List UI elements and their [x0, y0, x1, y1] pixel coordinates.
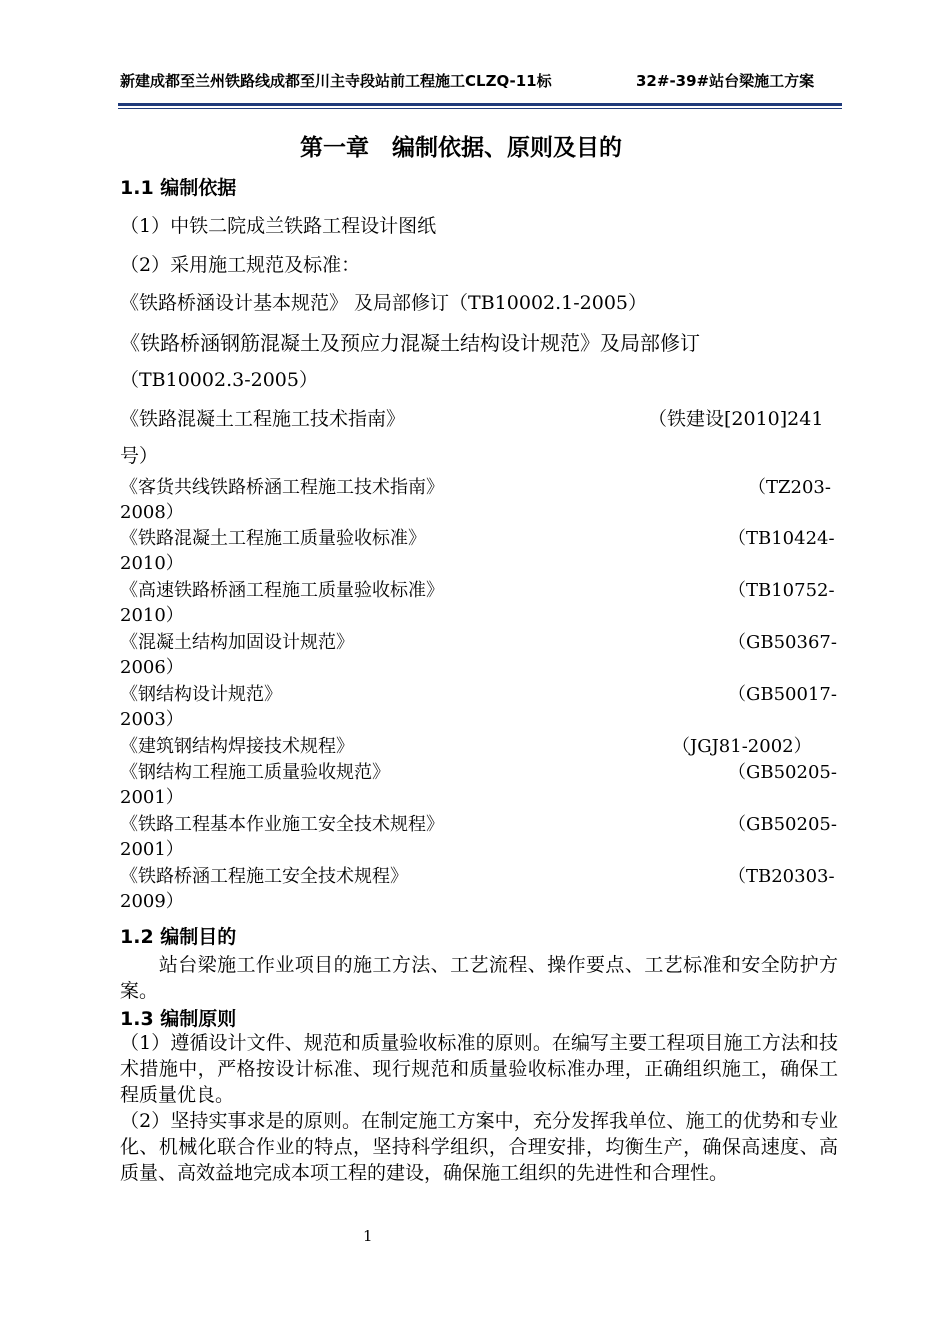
standard-11-code: （GB50205- [728, 814, 837, 835]
standard-6: 《高速铁路桥涵工程施工质量验收标准》 [120, 580, 444, 601]
standard-6-code: （TB10752- [728, 580, 835, 601]
standard-7-code: （GB50367- [728, 632, 837, 653]
standard-5-code: （TB10424- [728, 528, 835, 549]
standard-2-code: （TB10002.3-2005） [120, 369, 318, 391]
standard-9-code: （JGJ81-2002） [672, 736, 812, 757]
standard-5-code-end: 2010） [120, 553, 184, 574]
standard-7: 《混凝土结构加固设计规范》 [120, 632, 354, 653]
principle-paragraph-2: （2）坚持实事求是的原则。在制定施工方案中，充分发挥我单位、施工的优势和专业化、机械化联合作业的特点，坚持科学组织，合理安排，均衡生产，确保高速度、高质量、高效益地完成本项工程的建设，确保施工组织的先进性和合理性。 [120, 1110, 838, 1184]
page-number: 1 [363, 1227, 373, 1245]
standard-11-code-end: 2001） [120, 839, 184, 860]
standard-4-code-end: 2008） [120, 502, 184, 523]
purpose-paragraph: 站台梁施工作业项目的施工方法、工艺流程、操作要点、工艺标准和安全防护方案。 [120, 954, 838, 1002]
standard-12-code-end: 2009） [120, 891, 184, 912]
standard-4-code: （TZ203- [748, 477, 831, 498]
section-heading: 1.1 编制依据 [120, 177, 237, 199]
standard-8: 《钢结构设计规范》 [120, 684, 282, 705]
principle-paragraph-1: （1）遵循设计文件、规范和质量验收标准的原则。在编写主要工程项目施工方法和技术措施中，严格按设计标准、现行规范和质量验收标准办理，正确组织施工，确保工程质量优良。 [120, 1032, 838, 1106]
standard-3: 《铁路混凝土工程施工技术指南》 [120, 408, 406, 430]
header-rule-thick [118, 103, 842, 106]
standard-9: 《建筑钢结构焊接技术规程》 [120, 736, 354, 757]
standard-3-code-end: 号） [120, 445, 159, 467]
basis-item-1: （1）中铁二院成兰铁路工程设计图纸 [120, 215, 437, 237]
header-right: 32#-39#站台梁施工方案 [636, 72, 815, 90]
standard-7-code-end: 2006） [120, 657, 184, 678]
standard-2: 《铁路桥涵钢筋混凝土及预应力混凝土结构设计规范》及局部修订 [120, 331, 700, 355]
standard-3-code: （铁建设[2010]241 [648, 408, 824, 430]
standard-6-code-end: 2010） [120, 605, 184, 626]
standard-10-code-end: 2001） [120, 787, 184, 808]
section-heading: 1.2 编制目的 [120, 926, 237, 948]
standard-8-code: （GB50017- [728, 684, 837, 705]
header-left: 新建成都至兰州铁路线成都至川主寺段站前工程施工CLZQ-11标 [120, 72, 552, 90]
section-heading: 1.3 编制原则 [120, 1008, 237, 1030]
standard-12: 《铁路桥涵工程施工安全技术规程》 [120, 866, 408, 887]
standard-4: 《客货共线铁路桥涵工程施工技术指南》 [120, 477, 444, 498]
standard-10: 《钢结构工程施工质量验收规范》 [120, 762, 390, 783]
standard-5: 《铁路混凝土工程施工质量验收标准》 [120, 528, 426, 549]
basis-item-2: （2）采用施工规范及标准： [120, 254, 361, 276]
standard-10-code: （GB50205- [728, 762, 837, 783]
standard-1: 《铁路桥涵设计基本规范》 及局部修订（TB10002.1-2005） [120, 292, 648, 314]
chapter-title: 第一章 编制依据、原则及目的 [300, 135, 622, 161]
standard-11: 《铁路工程基本作业施工安全技术规程》 [120, 814, 444, 835]
standard-8-code-end: 2003） [120, 709, 184, 730]
standard-12-code: （TB20303- [728, 866, 835, 887]
header-rule-thin [118, 108, 842, 109]
